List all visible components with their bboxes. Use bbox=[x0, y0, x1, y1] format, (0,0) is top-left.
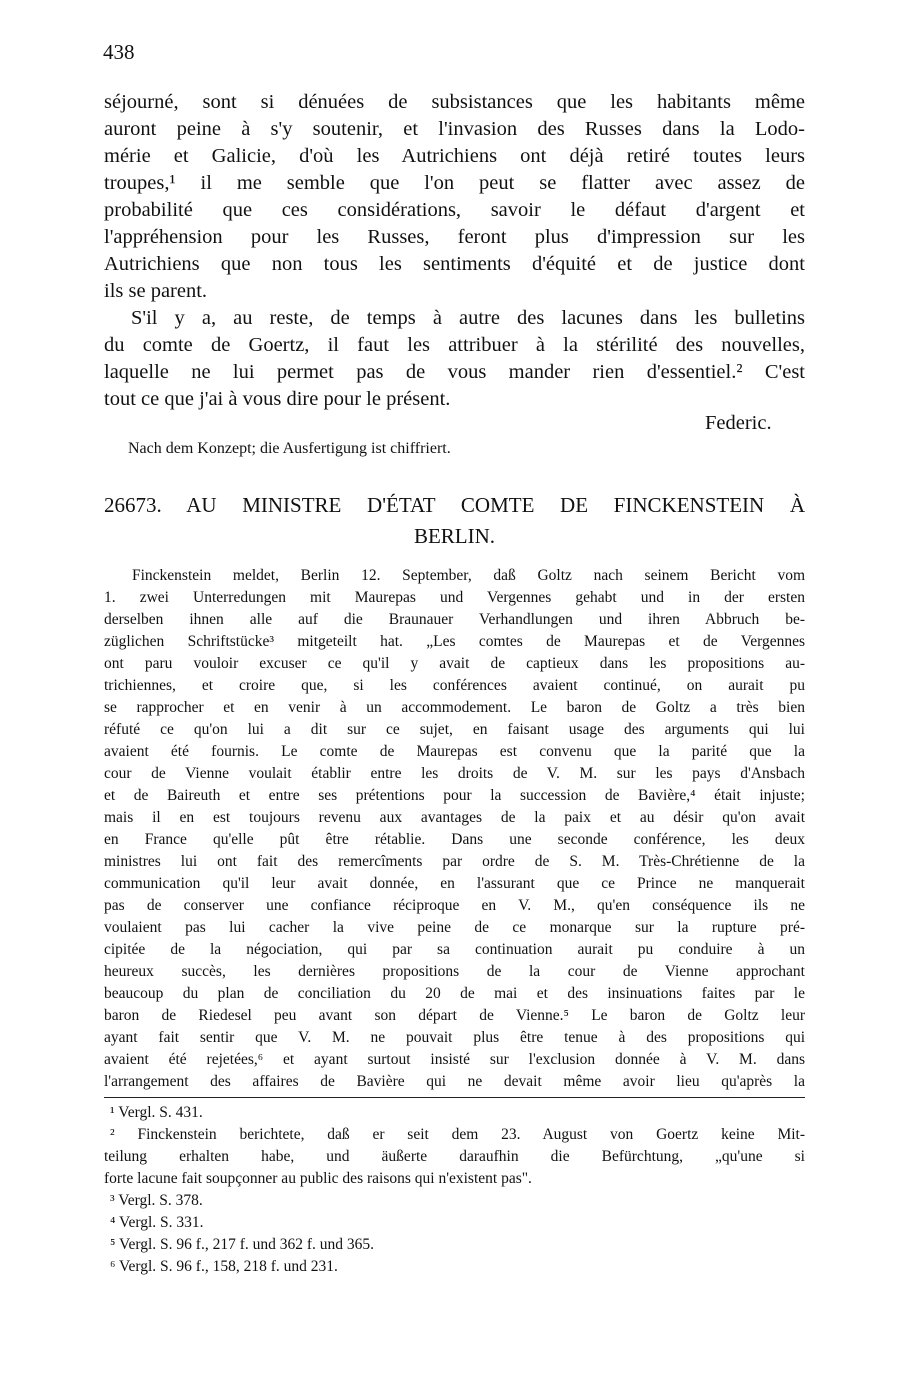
summary-line: züglichen Schriftstücke³ mitgeteilt hat. „Les comtes de Maurepas et de Vergennes bbox=[104, 633, 805, 650]
footnote-divider bbox=[104, 1097, 805, 1098]
text-line: laquelle ne lui permet pas de vous mander rien d'essentiel.² C'est bbox=[104, 361, 805, 383]
footnote: ⁴ Vergl. S. 331. bbox=[110, 1214, 204, 1231]
summary-line: se rapprocher et en venir à un accommodement. Le baron de Goltz a très bien bbox=[104, 699, 805, 716]
text-line: l'appréhension pour les Russes, feront plus d'impression sur les bbox=[104, 226, 805, 248]
footnote-continuation: teilung erhalten habe, und äußerte daraufhin die Befürchtung, „qu'une si bbox=[104, 1148, 805, 1165]
summary-line: cour de Vienne voulait établir entre les droits de V. M. sur les pays d'Ansbach bbox=[104, 765, 805, 782]
summary-line: ayant fait sentir que V. M. ne pouvait plus être tenue à des propositions qui bbox=[104, 1029, 805, 1046]
letter-heading-line-1: 26673. AU MINISTRE D'ÉTAT COMTE DE FINCKENSTEIN À bbox=[104, 493, 805, 517]
text-line: probabilité que ces considérations, savoir le défaut d'argent et bbox=[104, 199, 805, 221]
summary-line: et de Baireuth et entre ses prétentions pour la succession de Bavière,⁴ était injuste; bbox=[104, 787, 805, 804]
summary-line: avaient été rejetées,⁶ et ayant surtout insisté sur l'exclusion donnée à V. M. dans bbox=[104, 1051, 805, 1068]
text-line: Autrichiens que non tous les sentiments d'équité et de justice dont bbox=[104, 253, 805, 275]
letter-heading-line-2: BERLIN. bbox=[413, 524, 496, 548]
summary-line: communication qu'il leur avait donnée, en l'assurant que ce Prince ne manquerait bbox=[104, 875, 805, 892]
summary-line: mais il en est toujours revenu aux avantages de la paix et au désir qu'on avait bbox=[104, 809, 805, 826]
summary-line: derselben ihnen alle auf die Braunauer Verhandlungen und ihren Abbruch be- bbox=[104, 611, 805, 628]
footnote: ⁵ Vergl. S. 96 f., 217 f. und 362 f. und 365. bbox=[110, 1236, 375, 1253]
summary-line: réfuté ce qu'on lui a dit sur ce sujet, en faisant usage des arguments qui lui bbox=[104, 721, 805, 738]
signature: Federic. bbox=[705, 412, 772, 434]
summary-line: ministres lui ont fait des remercîments par ordre de S. M. Très-Chrétienne de la bbox=[104, 853, 805, 870]
text-line: S'il y a, au reste, de temps à autre des lacunes dans les bulletins bbox=[131, 307, 805, 329]
text-line: ils se parent. bbox=[104, 280, 208, 302]
text-line: tout ce que j'ai à vous dire pour le présent. bbox=[104, 388, 451, 410]
text-line: troupes,¹ il me semble que l'on peut se flatter avec assez de bbox=[104, 172, 805, 194]
footnote: ² Finckenstein berichtete, daß er seit dem 23. August von Goertz keine Mit- bbox=[110, 1126, 805, 1143]
footnote: ⁶ Vergl. S. 96 f., 158, 218 f. und 231. bbox=[110, 1258, 338, 1275]
summary-line: pas de conserver une confiance réciproque en V. M., qu'en conséquence ils ne bbox=[104, 897, 805, 914]
summary-line: ont paru vouloir excuser ce qu'il y avait de captieux dans les propositions au- bbox=[104, 655, 805, 672]
summary-line: heureux succès, les dernières propositions de la cour de Vienne approchant bbox=[104, 963, 805, 980]
summary-line: beaucoup du plan de conciliation du 20 de mai et des insinuations faites par le bbox=[104, 985, 805, 1002]
summary-line: trichiennes, et croire que, si les conférences avaient continué, on aurait pu bbox=[104, 677, 805, 694]
footnote: ³ Vergl. S. 378. bbox=[110, 1192, 203, 1209]
summary-line: l'arrangement des affaires de Bavière qui ne devait même avoir lieu qu'après la bbox=[104, 1073, 805, 1090]
summary-line: 1. zwei Unterredungen mit Maurepas und Vergennes gehabt und in der ersten bbox=[104, 589, 805, 606]
text-line: du comte de Goertz, il faut les attribuer à la stérilité des nouvelles, bbox=[104, 334, 805, 356]
footnote: ¹ Vergl. S. 431. bbox=[110, 1104, 203, 1121]
source-note: Nach dem Konzept; die Ausfertigung ist chiffriert. bbox=[128, 440, 451, 457]
text-line: mérie et Galicie, d'où les Autrichiens ont déjà retiré toutes leurs bbox=[104, 145, 805, 167]
summary-line: avaient été fournis. Le comte de Maurepas est convenu que la parité que la bbox=[104, 743, 805, 760]
text-line: séjourné, sont si dénuées de subsistances que les habitants même bbox=[104, 91, 805, 113]
summary-line: Finckenstein meldet, Berlin 12. September, daß Goltz nach seinem Bericht vom bbox=[132, 567, 805, 584]
summary-line: voulaient pas lui cacher la vive peine de ce monarque sur la rupture pré- bbox=[104, 919, 805, 936]
summary-line: baron de Riedesel peu avant son départ de Vienne.⁵ Le baron de Goltz leur bbox=[104, 1007, 805, 1024]
summary-line: en France qu'elle pût être rétablie. Dans une seconde conférence, les deux bbox=[104, 831, 805, 848]
text-line: auront peine à s'y soutenir, et l'invasion des Russes dans la Lodo- bbox=[104, 118, 805, 140]
summary-line: cipitée de la négociation, qui par sa continuation aurait pu conduire à un bbox=[104, 941, 805, 958]
page-number: 438 bbox=[103, 40, 135, 64]
footnote-continuation: forte lacune fait soupçonner au public des raisons qui n'existent pas". bbox=[104, 1170, 532, 1187]
